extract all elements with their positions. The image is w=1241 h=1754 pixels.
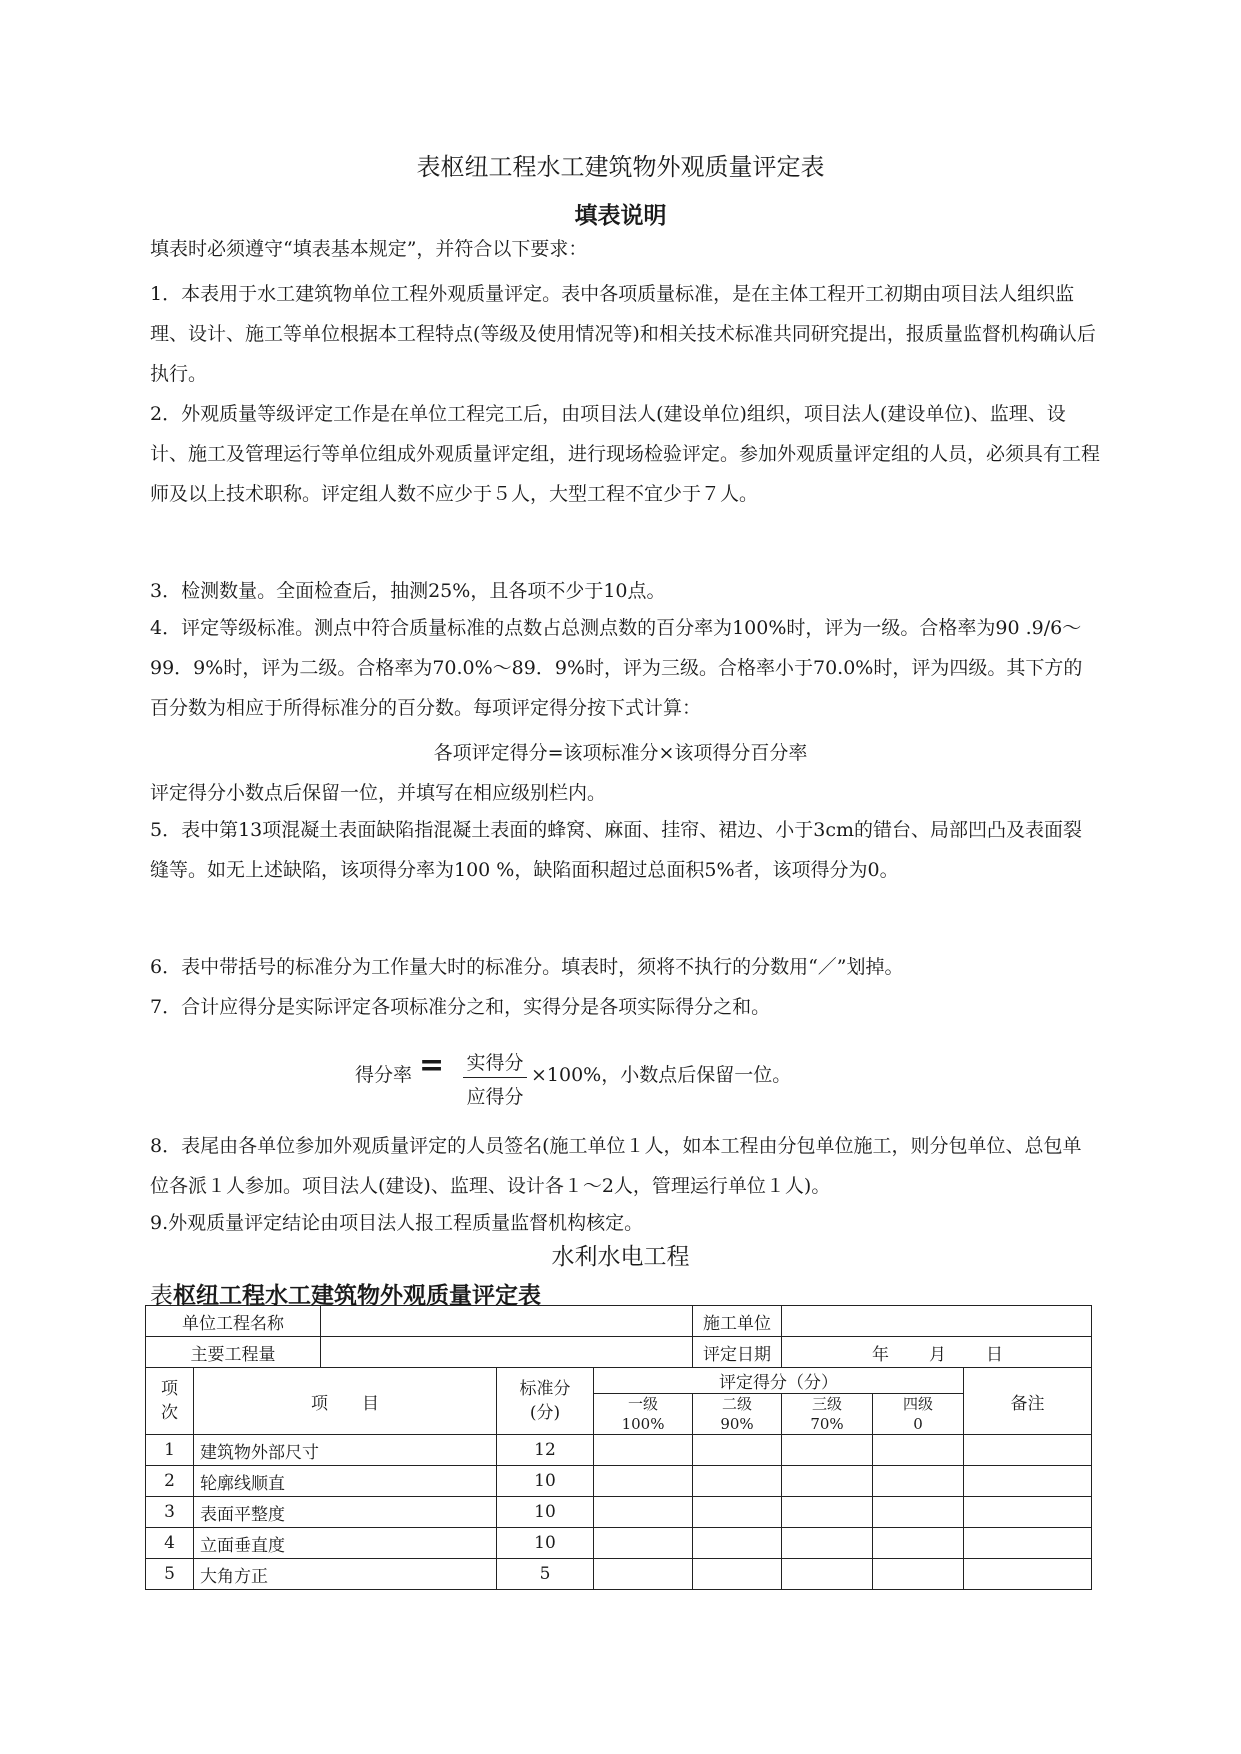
row-grade-2[interactable] xyxy=(693,1497,782,1528)
rate-formula-equals: = xyxy=(419,1048,445,1083)
row-grade-3[interactable] xyxy=(782,1466,873,1497)
row-std: 12 xyxy=(497,1435,594,1466)
row-item: 建筑物外部尺寸 xyxy=(194,1435,497,1466)
paragraph-4b: 评定得分小数点后保留一位，并填写在相应级别栏内。 xyxy=(150,782,607,804)
row-item: 表面平整度 xyxy=(194,1497,497,1528)
eval-date-value[interactable] xyxy=(782,1337,1092,1368)
row-grade-1[interactable] xyxy=(594,1435,693,1466)
row-grade-3[interactable] xyxy=(782,1559,873,1590)
table-row-unit xyxy=(146,1306,1092,1337)
paragraph-5: 5．表中第13项混凝土表面缺陷指混凝土表面的蜂窝、麻面、挂帘、裙边、小于3cm的错台、局部凹凸及表面裂缝等。如无上述缺陷，该项得分率为100 %，缺陷面积超过总面积5%者，该项得分为0。 xyxy=(150,819,1083,881)
row-grade-1[interactable] xyxy=(594,1559,693,1590)
grade-1-header: 一级 100% xyxy=(594,1394,693,1435)
unit-name-value[interactable] xyxy=(321,1306,693,1337)
row-no: 5 xyxy=(146,1559,194,1590)
row-grade-2[interactable] xyxy=(693,1528,782,1559)
row-grade-3[interactable] xyxy=(782,1528,873,1559)
construction-unit-value[interactable] xyxy=(782,1306,1092,1337)
row-item: 立面垂直度 xyxy=(194,1528,497,1559)
paragraph-1: 1．本表用于水工建筑物单位工程外观质量评定。表中各项质量标准，是在主体工程开工初期由项目法人组织监理、设计、施工等单位根据本工程特点(等级及使用情况等)和相关技术标准共同研究提出，报质量监督机构确认后执行。 xyxy=(150,283,1096,385)
col-seq-header xyxy=(146,1368,194,1435)
row-grade-1[interactable] xyxy=(594,1528,693,1559)
table-row xyxy=(146,1528,1092,1559)
table-row xyxy=(146,1435,1092,1466)
main-quantity-value[interactable] xyxy=(321,1337,693,1368)
rate-formula-fraction xyxy=(463,1048,527,1109)
row-std: 10 xyxy=(497,1497,594,1528)
table-title-prefix: 表 xyxy=(150,1283,173,1309)
rate-formula-numerator: 实得分 xyxy=(463,1048,527,1078)
row-no: 1 xyxy=(146,1435,194,1466)
table-header-row-1 xyxy=(146,1368,1092,1394)
row-grade-4[interactable] xyxy=(873,1497,964,1528)
row-grade-2[interactable] xyxy=(693,1435,782,1466)
date-year: 年 xyxy=(872,1344,890,1365)
paragraph-3: 3．检测数量。全面检查后，抽测25%，且各项不少于10点。 xyxy=(150,580,666,602)
col-eval-header: 评定得分（分） xyxy=(594,1368,964,1394)
date-day: 日 xyxy=(986,1344,1004,1365)
table-row-quantity xyxy=(146,1337,1092,1368)
row-grade-4[interactable] xyxy=(873,1559,964,1590)
row-grade-3[interactable] xyxy=(782,1497,873,1528)
rate-formula-tail: ×100%，小数点后保留一位。 xyxy=(531,1064,792,1086)
paragraph-9: 9.外观质量评定结论由项目法人报工程质量监督机构核定。 xyxy=(150,1212,644,1234)
col-std-header-line1: 标准分 xyxy=(519,1379,571,1399)
intro-text: 填表时必须遵守“填表基本规定”，并符合以下要求： xyxy=(150,238,588,260)
table-row xyxy=(146,1466,1092,1497)
row-std: 10 xyxy=(497,1528,594,1559)
document-title: 表枢纽工程水工建筑物外观质量评定表 xyxy=(416,153,825,181)
row-remark[interactable] xyxy=(964,1528,1092,1559)
construction-unit-label: 施工单位 xyxy=(693,1306,782,1337)
grade-2-header: 二级 90% xyxy=(693,1394,782,1435)
row-grade-4[interactable] xyxy=(873,1466,964,1497)
rate-formula-denominator: 应得分 xyxy=(466,1086,524,1108)
col-remark-header: 备注 xyxy=(964,1368,1092,1435)
section-title: 水利水电工程 xyxy=(551,1244,690,1270)
row-std: 5 xyxy=(497,1559,594,1590)
row-no: 4 xyxy=(146,1528,194,1559)
main-quantity-label: 主要工程量 xyxy=(146,1337,321,1368)
row-item: 轮廓线顺直 xyxy=(194,1466,497,1497)
paragraph-6: 6．表中带括号的标准分为工作量大时的标准分。填表时，须将不执行的分数用“／”划掉。 xyxy=(150,956,904,978)
paragraph-4: 4．评定等级标准。测点中符合质量标准的点数占总测点数的百分率为100%时，评为一级。合格率为90 .9/6～99．9%时，评为二级。合格率为70.0%～89．9%时，评为三级。合格率小于70.0%时，评为四级。其下方的百分数为相应于所得标准分的百分数。每项评定得分按下式计算： xyxy=(150,617,1083,719)
date-month: 月 xyxy=(929,1344,947,1365)
col-item-header: 项 目 xyxy=(194,1368,497,1435)
rate-formula-label: 得分率 xyxy=(355,1064,413,1086)
unit-name-label: 单位工程名称 xyxy=(146,1306,321,1337)
row-grade-4[interactable] xyxy=(873,1528,964,1559)
col-std-header xyxy=(497,1368,594,1435)
evaluation-table xyxy=(145,1305,1092,1590)
row-remark[interactable] xyxy=(964,1559,1092,1590)
paragraph-7: 7．合计应得分是实际评定各项标准分之和，实得分是各项实际得分之和。 xyxy=(150,996,771,1018)
row-remark[interactable] xyxy=(964,1466,1092,1497)
row-item: 大角方正 xyxy=(194,1559,497,1590)
table-row xyxy=(146,1497,1092,1528)
grade-3-header: 三级 70% xyxy=(782,1394,873,1435)
row-grade-2[interactable] xyxy=(693,1466,782,1497)
paragraph-2: 2．外观质量等级评定工作是在单位工程完工后，由项目法人(建设单位)组织，项目法人(建设单位)、监理、设计、施工及管理运行等单位组成外观质量评定组，进行现场检验评定。参加外观质量评定组的人员，必须具有工程师及以上技术职称。评定组人数不应少于５人，大型工程不宜少于７人。 xyxy=(150,403,1101,505)
eval-date-label: 评定日期 xyxy=(693,1337,782,1368)
row-grade-4[interactable] xyxy=(873,1435,964,1466)
col-std-header-line2: (分) xyxy=(529,1403,561,1423)
grade-4-header: 四级 0 xyxy=(873,1394,964,1435)
row-std: 10 xyxy=(497,1466,594,1497)
col-seq-header-line1: 项 xyxy=(161,1379,178,1399)
row-grade-1[interactable] xyxy=(594,1497,693,1528)
paragraph-8: 8．表尾由各单位参加外观质量评定的人员签名(施工单位１人，如本工程由分包单位施工，则分包单位、总包单位各派１人参加。项目法人(建设)、监理、设计各１～2人，管理运行单位１人)。 xyxy=(150,1135,1082,1197)
row-no: 3 xyxy=(146,1497,194,1528)
instructions-heading: 填表说明 xyxy=(574,203,667,229)
score-formula: 各项评定得分=该项标准分×该项得分百分率 xyxy=(433,742,808,764)
row-remark[interactable] xyxy=(964,1497,1092,1528)
row-no: 2 xyxy=(146,1466,194,1497)
row-grade-1[interactable] xyxy=(594,1466,693,1497)
table-title-main: 枢纽工程水工建筑物外观质量评定表 xyxy=(173,1283,541,1309)
row-grade-2[interactable] xyxy=(693,1559,782,1590)
col-seq-header-line2: 次 xyxy=(161,1403,178,1423)
row-grade-3[interactable] xyxy=(782,1435,873,1466)
table-row xyxy=(146,1559,1092,1590)
row-remark[interactable] xyxy=(964,1435,1092,1466)
